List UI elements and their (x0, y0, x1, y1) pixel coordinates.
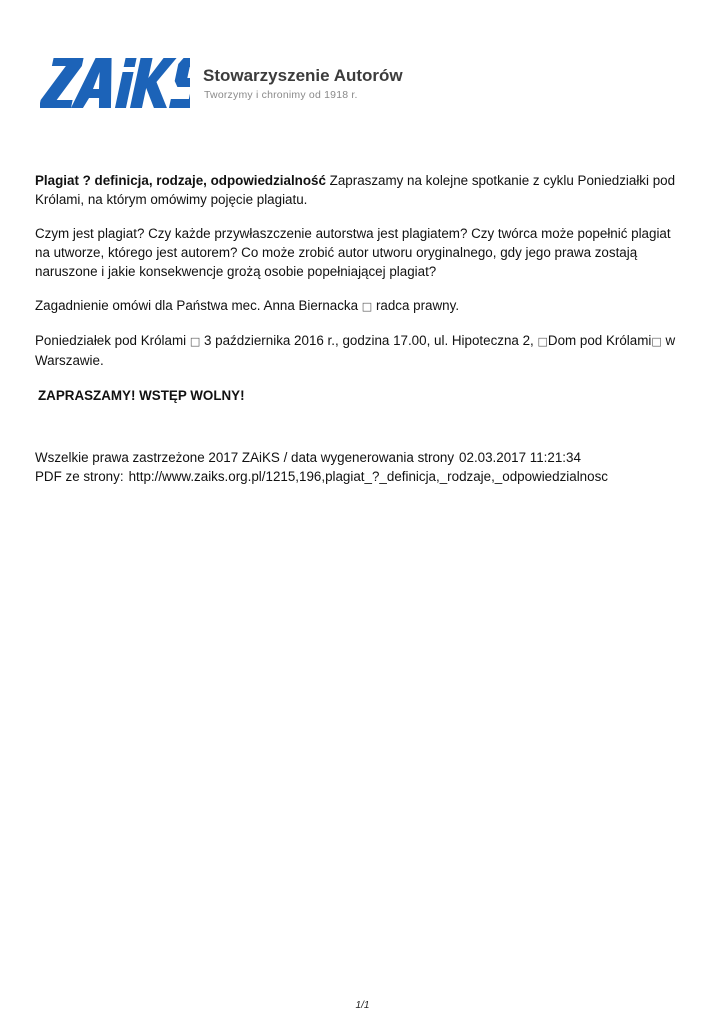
missing-glyph: □ (651, 335, 662, 348)
article-intro (35, 171, 685, 209)
invite-text: ZAPRASZAMY! WSTĘP WOLNY! (38, 388, 245, 403)
article-body (35, 171, 685, 420)
intro-text: Zapraszamy na kolejne spotkanie z cyklu Poniedziałki pod Królami, na którym omówimy pojęcie plagiatu. (35, 173, 676, 207)
event-venue: Dom pod Królami (547, 333, 652, 348)
speaker-role: radca prawny. (375, 298, 460, 313)
speaker-paragraph (35, 296, 685, 316)
rights-text: Wszelkie prawa zastrzeżone 2017 ZAiKS / data wygenerowania strony (35, 450, 455, 465)
rights-line (35, 448, 695, 467)
org-tagline: Tworzymy i chronimy od 1918 r. (204, 89, 358, 101)
generated-timestamp: 02.03.2017 11:21:34 (459, 450, 581, 465)
pdf-url: http://www.zaiks.org.pl/1215,196,plagiat_?_definicja,_rodzaje,_odpowiedzialnosc (128, 469, 608, 484)
event-name: Poniedziałek pod Królami (35, 333, 187, 348)
speaker-text: Zagadnienie omówi dla Państwa mec. Anna Biernacka (35, 298, 359, 313)
article-title: Plagiat ? definicja, rodzaje, odpowiedzialność (35, 173, 326, 188)
page-header (40, 56, 440, 116)
article-questions: Czym jest plagiat? Czy każde przywłaszczenie autorstwa jest plagiatem? Czy twórca może popełnić plagiat na utworze, którego jest autorem? Co może zrobić autor utworu oryginalnego, gdy jego prawa zostają naruszone i jakie konsekwencje grożą osobie popełniającej plagiat? (35, 226, 671, 279)
missing-glyph: □ (361, 300, 373, 313)
pdf-source-line (35, 467, 695, 486)
pdf-label: PDF ze strony: (35, 469, 124, 484)
event-date: 3 października 2016 r., godzina 17.00, ul. Hipoteczna 2, (203, 333, 534, 348)
missing-glyph: □ (537, 335, 548, 348)
page-footer (35, 448, 695, 486)
org-name: Stowarzyszenie Autorów (203, 66, 403, 85)
missing-glyph: □ (189, 335, 201, 348)
event-paragraph (35, 331, 685, 370)
zaiks-logo (40, 56, 190, 110)
event-city: w Warszawie. (35, 333, 676, 368)
page-number: 1/1 (355, 1000, 370, 1011)
